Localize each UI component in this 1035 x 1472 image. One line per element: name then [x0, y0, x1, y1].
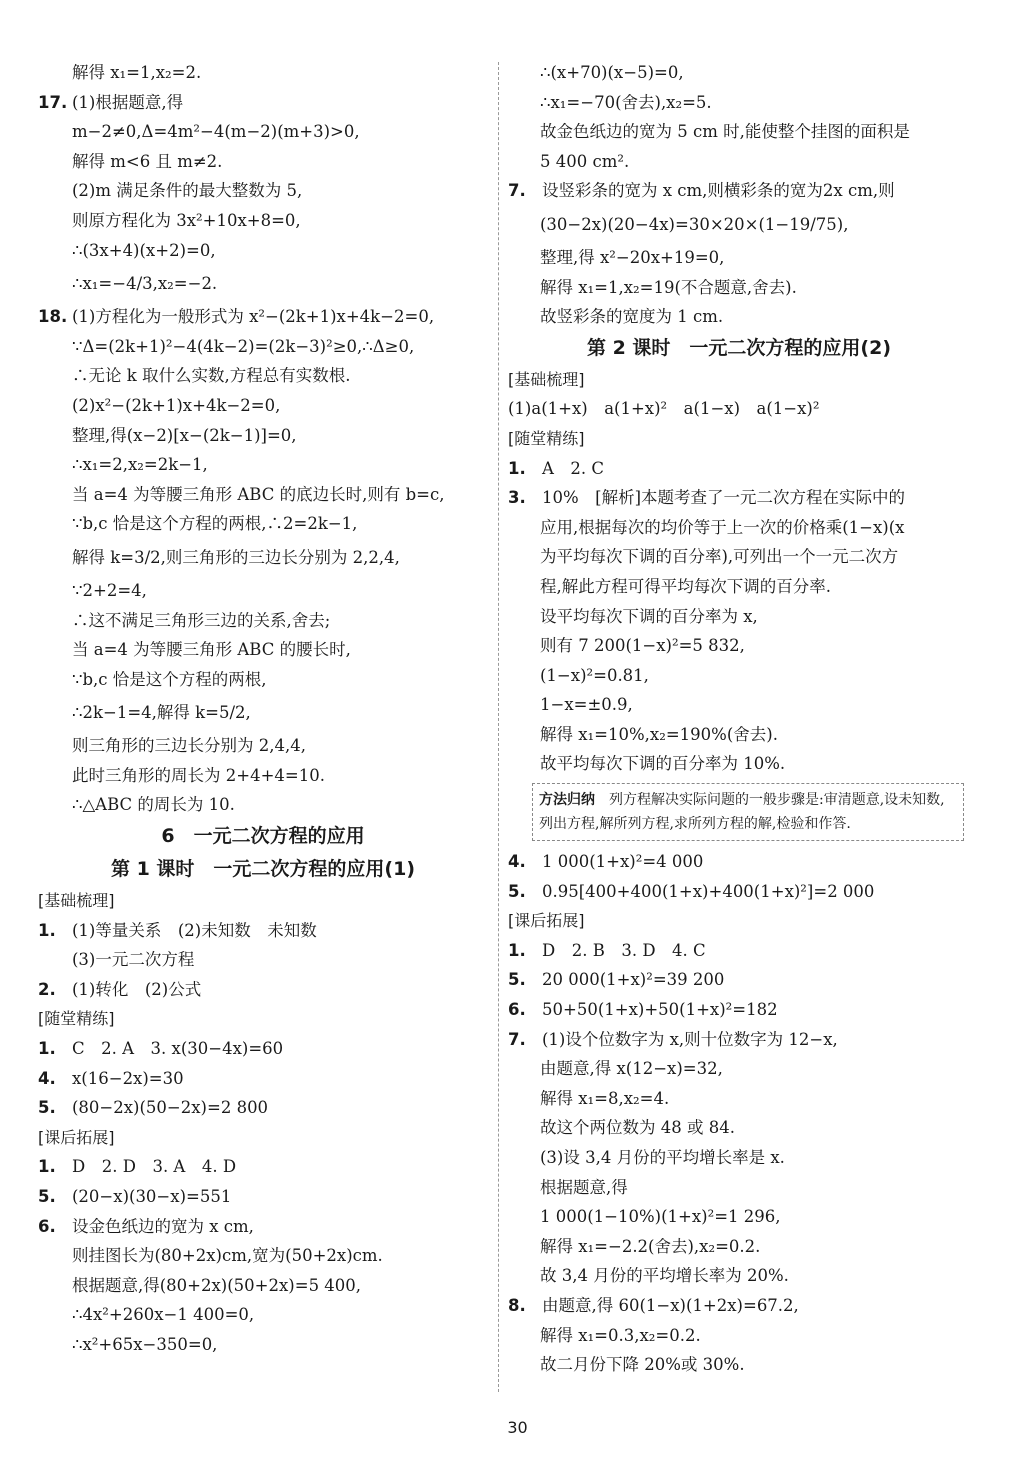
- answer-line: [38, 1093, 488, 1123]
- answer-text: (2)m 满足条件的最大整数为 5,: [72, 181, 303, 201]
- answer-text: (1)根据题意,得: [72, 92, 184, 112]
- answer-line: [508, 631, 970, 661]
- answer-line: [38, 332, 488, 362]
- answer-text: (3)设 3,4 月份的平均增长率是 x.: [540, 1148, 785, 1167]
- answer-text: ∴(3x+4)(x+2)=0,: [72, 240, 216, 260]
- answer-text: (1)方程化为一般形式为 x²−(2k+1)x+4k−2=0,: [72, 307, 435, 327]
- answer-text: 故 3,4 月份的平均增长率为 20%.: [540, 1266, 789, 1286]
- answer-text: A 2. C: [542, 458, 605, 478]
- section-tag: [随堂精练]: [508, 428, 585, 448]
- answer-text: D 2. B 3. D 4. C: [542, 940, 706, 960]
- answer-text: 整理,得 x²−20x+19=0,: [540, 247, 725, 267]
- answer-line: [38, 1064, 488, 1094]
- answer-text: 1−x=±0.9,: [540, 695, 633, 715]
- method-summary-title: 方法归纳: [539, 792, 595, 809]
- answer-line: [38, 1152, 488, 1182]
- answer-text: x(16−2x)=30: [72, 1068, 184, 1088]
- answer-line: [508, 1084, 970, 1114]
- answer-text: ∴(x+70)(x−5)=0,: [540, 63, 684, 82]
- answer-text: 解得 x₁=−2.2(舍去),x₂=0.2.: [540, 1236, 761, 1256]
- answer-text: 根据题意,得(80+2x)(50+2x)=5 400,: [72, 1275, 362, 1295]
- answer-text: 程,解此方程可得平均每次下调的百分率.: [540, 576, 831, 596]
- answer-line: [38, 1182, 488, 1212]
- problem-number: 6.: [508, 1000, 526, 1020]
- answer-line: [38, 391, 488, 421]
- answer-text: (1)等量关系 (2)未知数 未知数: [72, 920, 317, 940]
- answer-line: [38, 916, 488, 946]
- section-tag: [课后拓展]: [38, 1127, 115, 1147]
- answer-text: 则挂图长为(80+2x)cm,宽为(50+2x)cm.: [72, 1246, 383, 1266]
- answer-line: [508, 1291, 970, 1321]
- answer-text: 50+50(1+x)+50(1+x)²=182: [542, 1000, 778, 1020]
- right-column: [508, 58, 970, 1380]
- answer-text: 此时三角形的周长为 2+4+4=10.: [72, 765, 325, 785]
- method-summary-box: [532, 783, 964, 841]
- answer-text: 20 000(1+x)²=39 200: [542, 970, 725, 990]
- answer-text: 故金色纸边的宽为 5 cm 时,能使整个挂图的面积是: [540, 122, 910, 142]
- section-tag: [基础梳理]: [38, 891, 115, 911]
- answer-text: ∵b,c 恰是这个方程的两根,∴2=2k−1,: [72, 514, 358, 534]
- answer-text: 当 a=4 为等腰三角形 ABC 的腰长时,: [72, 640, 351, 660]
- answer-line: [508, 273, 970, 303]
- problem-number: 4.: [508, 852, 526, 872]
- answer-text: 设竖彩条的宽为 x cm,则横彩条的宽为2x cm,则: [542, 181, 895, 201]
- answer-line: [38, 1300, 488, 1330]
- answer-line: [508, 1113, 970, 1143]
- problem-number: 7.: [508, 1029, 526, 1049]
- answer-line: [508, 877, 970, 907]
- answer-text: ∴x²+65x−350=0,: [72, 1334, 218, 1354]
- left-column: [38, 58, 488, 1360]
- answer-text: (20−x)(30−x)=551: [72, 1187, 232, 1206]
- answer-line: [508, 394, 970, 424]
- problem-number: 5.: [38, 1187, 56, 1206]
- answer-line: [38, 206, 488, 236]
- section-heading: 第 1 课时 一元二次方程的应用(1): [110, 858, 416, 881]
- answer-line: [38, 635, 488, 665]
- answer-line: [508, 1261, 970, 1291]
- answer-line: [38, 236, 488, 266]
- answer-line: [508, 243, 970, 273]
- answer-text: m−2≠0,Δ=4m²−4(m−2)(m+3)>0,: [72, 122, 360, 142]
- answer-line: [508, 542, 970, 572]
- answer-text: 应用,根据每次的均价等于上一次的价格乘(1−x)(x: [540, 517, 905, 537]
- answer-line: [38, 1241, 488, 1271]
- problem-number: 3.: [508, 488, 526, 508]
- answer-line: [508, 965, 970, 995]
- answer-line: [508, 513, 970, 543]
- answer-line: [508, 483, 970, 513]
- answer-text: 根据题意,得: [540, 1177, 628, 1197]
- answer-text: (1)转化 (2)公式: [72, 979, 202, 999]
- answer-text: 为平均每次下调的百分率),可列出一个一元二次方: [540, 547, 899, 567]
- answer-line: [508, 206, 970, 243]
- answer-line: [508, 454, 970, 484]
- answer-text: ∵Δ=(2k+1)²−4(4k−2)=(2k−3)²≥0,∴Δ≥0,: [72, 336, 415, 356]
- answer-line: [508, 1350, 970, 1380]
- answer-line: [508, 720, 970, 750]
- answer-text: (1−x)²=0.81,: [540, 665, 649, 685]
- answer-text: ∴2k−1=4,解得 k=5/2,: [72, 703, 251, 723]
- answer-text: 0.95[400+400(1+x)+400(1+x)²]=2 000: [542, 881, 875, 901]
- answer-text: (1)设个位数字为 x,则十位数字为 12−x,: [542, 1029, 838, 1049]
- answer-text: 解得 k=3/2,则三角形的三边长分别为 2,2,4,: [72, 547, 400, 567]
- answer-text: 则有 7 200(1−x)²=5 832,: [540, 636, 745, 656]
- answer-line: [508, 847, 970, 877]
- answer-text: 故二月份下降 20%或 30%.: [540, 1355, 745, 1375]
- answer-line: [508, 1143, 970, 1173]
- answer-line: [508, 1232, 970, 1262]
- answer-text: 则三角形的三边长分别为 2,4,4,: [72, 736, 306, 756]
- answer-line: [38, 1330, 488, 1360]
- answer-line: [508, 1173, 970, 1203]
- answer-line: [38, 421, 488, 451]
- answer-line: [38, 665, 488, 695]
- answer-text: (3)一元二次方程: [72, 950, 195, 970]
- answer-line: [38, 265, 488, 302]
- answer-text: (2)x²−(2k+1)x+4k−2=0,: [72, 395, 281, 415]
- problem-number: 1.: [38, 1039, 56, 1059]
- answer-line: [38, 176, 488, 206]
- answer-line: [508, 1054, 970, 1084]
- problem-number: 5.: [508, 881, 526, 901]
- answer-line: [38, 450, 488, 480]
- answer-text: (80−2x)(50−2x)=2 800: [72, 1098, 269, 1118]
- problem-number: 17.: [38, 92, 68, 112]
- answer-line: [38, 147, 488, 177]
- answer-text: 由题意,得 60(1−x)(1+2x)=67.2,: [542, 1295, 799, 1315]
- answer-text: 5 400 cm².: [540, 151, 630, 171]
- answer-line: [508, 117, 970, 147]
- section-tag: [课后拓展]: [508, 911, 585, 931]
- answer-line: [508, 88, 970, 118]
- answer-text: 由题意,得 x(12−x)=32,: [540, 1059, 723, 1079]
- page-number: 30: [507, 1418, 528, 1437]
- answer-text: ∴x₁=2,x₂=2k−1,: [72, 455, 208, 475]
- problem-number: 5.: [508, 970, 526, 990]
- section-tag: [随堂精练]: [38, 1009, 115, 1029]
- problem-number: 1.: [38, 1157, 56, 1177]
- answer-line: [508, 58, 970, 88]
- answer-line: [508, 1025, 970, 1055]
- answer-line: [508, 1321, 970, 1351]
- answer-text: 设平均每次下调的百分率为 x,: [540, 606, 758, 626]
- answer-line: [38, 1034, 488, 1064]
- answer-text: (1)a(1+x) a(1+x)² a(1−x) a(1−x)²: [508, 399, 820, 419]
- answer-line: [508, 302, 970, 332]
- problem-number: 8.: [508, 1295, 526, 1315]
- answer-text: ∴x₁=−70(舍去),x₂=5.: [540, 92, 712, 112]
- answer-text: 当 a=4 为等腰三角形 ABC 的底边长时,则有 b=c,: [72, 484, 445, 504]
- problem-number: 4.: [38, 1068, 56, 1088]
- answer-line: [508, 661, 970, 691]
- section-heading: 第 2 课时 一元二次方程的应用(2): [586, 336, 892, 359]
- answer-text: 1 000(1−10%)(1+x)²=1 296,: [540, 1207, 781, 1227]
- answer-text: ∴4x²+260x−1 400=0,: [72, 1305, 255, 1325]
- answer-text: 故这个两位数为 48 或 84.: [540, 1118, 735, 1138]
- problem-number: 7.: [508, 181, 526, 201]
- answer-line: [508, 995, 970, 1025]
- section-heading: 6 一元二次方程的应用: [161, 825, 365, 848]
- answer-text: 则原方程化为 3x²+10x+8=0,: [72, 210, 301, 230]
- problem-number: 1.: [38, 920, 56, 940]
- answer-line: [38, 790, 488, 820]
- answer-text: 解得 x₁=1,x₂=19(不合题意,舍去).: [540, 277, 797, 297]
- column-divider: [498, 62, 499, 1392]
- answer-text: 解得 x₁=1,x₂=2.: [72, 63, 202, 82]
- problem-number: 1.: [508, 940, 526, 960]
- answer-text: 故竖彩条的宽度为 1 cm.: [540, 307, 724, 327]
- answer-line: [38, 606, 488, 636]
- answer-line: [508, 602, 970, 632]
- answer-line: [508, 690, 970, 720]
- answer-line: [38, 1271, 488, 1301]
- answer-text: ∵2+2=4,: [72, 580, 147, 600]
- answer-text: 解得 x₁=0.3,x₂=0.2.: [540, 1325, 701, 1345]
- answer-text: C 2. A 3. x(30−4x)=60: [72, 1039, 284, 1059]
- problem-number: 6.: [38, 1216, 56, 1236]
- answer-line: [38, 694, 488, 731]
- answer-text: 解得 m<6 且 m≠2.: [72, 151, 223, 171]
- problem-number: 2.: [38, 979, 56, 999]
- answer-line: [38, 509, 488, 539]
- answer-line: [38, 975, 488, 1005]
- answer-text: 解得 x₁=10%,x₂=190%(舍去).: [540, 724, 778, 744]
- answer-text: ∴△ABC 的周长为 10.: [72, 795, 235, 815]
- answer-text: 设金色纸边的宽为 x cm,: [72, 1216, 254, 1236]
- answer-text: 故平均每次下调的百分率为 10%.: [540, 754, 786, 774]
- answer-line: [38, 117, 488, 147]
- answer-line: [508, 749, 970, 779]
- answer-text: D 2. D 3. A 4. D: [72, 1157, 237, 1177]
- answer-text: 整理,得(x−2)[x−(2k−1)]=0,: [72, 425, 297, 445]
- answer-line: [508, 1202, 970, 1232]
- answer-line: [38, 945, 488, 975]
- problem-number: 5.: [38, 1098, 56, 1118]
- answer-line: [38, 88, 488, 118]
- answer-line: [38, 731, 488, 761]
- answer-text: 1 000(1+x)²=4 000: [542, 852, 704, 872]
- answer-line: [508, 936, 970, 966]
- answer-text: ∴无论 k 取什么实数,方程总有实数根.: [72, 366, 351, 386]
- answer-text: ∵b,c 恰是这个方程的两根,: [72, 669, 267, 689]
- answer-line: [38, 361, 488, 391]
- answer-line: [38, 539, 488, 576]
- answer-text: 解得 x₁=8,x₂=4.: [540, 1088, 670, 1108]
- answer-line: [38, 576, 488, 606]
- answer-line: [38, 761, 488, 791]
- answer-line: [508, 572, 970, 602]
- answer-line: [508, 176, 970, 206]
- answer-text: 10% [解析]本题考查了一元二次方程在实际中的: [542, 488, 906, 508]
- method-summary-text: 列方程解决实际问题的一般步骤是:审清题意,设未知数,列出方程,解所列方程,求所列方程的解,检验和作答.: [539, 792, 945, 833]
- answer-line: [38, 58, 488, 88]
- answer-line: [38, 1212, 488, 1242]
- answer-text: ∴这不满足三角形三边的关系,舍去;: [72, 610, 331, 630]
- problem-number: 1.: [508, 458, 526, 478]
- answer-text: ∴x₁=−4/3,x₂=−2.: [72, 274, 218, 294]
- answer-line: [38, 302, 488, 332]
- answer-line: [38, 480, 488, 510]
- section-tag: [基础梳理]: [508, 369, 585, 389]
- problem-number: 18.: [38, 307, 68, 327]
- answer-text: (30−2x)(20−4x)=30×20×(1−19/75),: [540, 214, 849, 234]
- answer-line: [508, 147, 970, 177]
